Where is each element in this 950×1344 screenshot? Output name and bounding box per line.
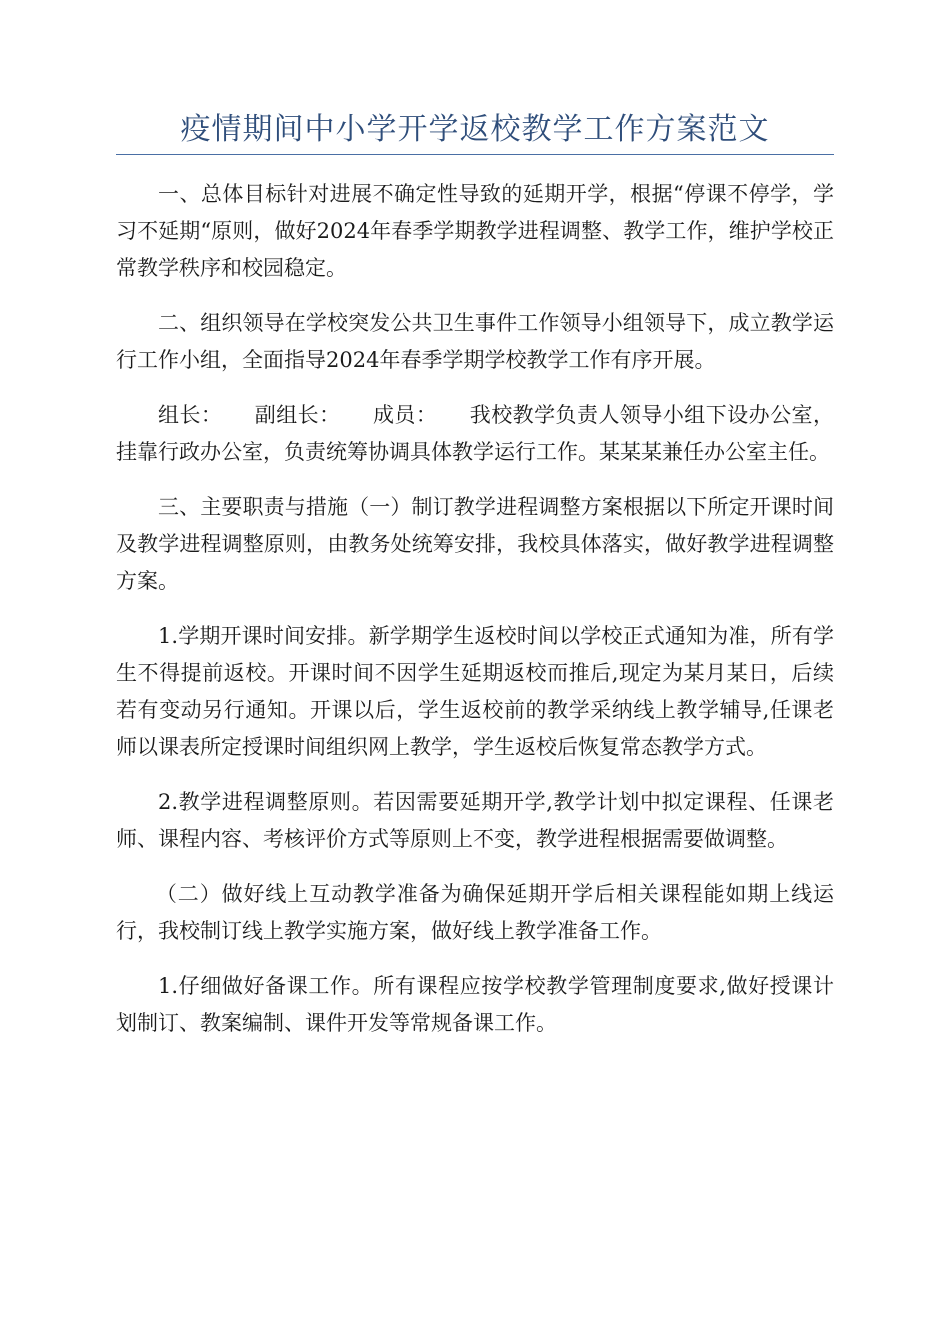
title-underline [116, 154, 834, 155]
paragraph-lesson-prep: 1.仔细做好备课工作。所有课程应按学校教学管理制度要求,做好授课计划制订、教案编制、课件开发等常规备课工作。 [116, 974, 834, 1035]
document-body [116, 176, 834, 1060]
paragraph-organization: 二、组织领导在学校突发公共卫生事件工作领导小组领导下，成立教学运行工作小组，全面指导2024年春季学期学校教学工作有序开展。 [116, 311, 834, 372]
paragraph-online-preparation: （二）做好线上互动教学准备为确保延期开学后相关课程能如期上线运行，我校制订线上教学实施方案，做好线上教学准备工作。 [116, 882, 834, 943]
paragraph-schedule: 1.学期开课时间安排。新学期学生返校时间以学校正式通知为准，所有学生不得提前返校。开课时间不因学生延期返校而推后,现定为某月某日，后续若有变动另行通知。开课以后，学生返校前的教学采纳线上教学辅导,任课老师以课表所定授课时间组织网上教学，学生返校后恢复常态教学方式。 [116, 624, 834, 759]
document-title: 疫情期间中小学开学返校教学工作方案范文 [180, 112, 770, 147]
paragraph-adjustment-principle: 2.教学进程调整原则。若因需要延期开学,教学计划中拟定课程、任课老师、课程内容、考核评价方式等原则上不变，教学进程根据需要做调整。 [116, 790, 834, 851]
paragraph-team-members: 组长： 副组长： 成员： 我校教学负责人领导小组下设办公室，挂靠行政办公室，负责统筹协调具体教学运行工作。某某某兼任办公室主任。 [116, 403, 834, 464]
paragraph-main-duties: 三、主要职责与措施（一）制订教学进程调整方案根据以下所定开课时间及教学进程调整原则，由教务处统筹安排，我校具体落实，做好教学进程调整方案。 [116, 495, 834, 593]
paragraph-overall-goal: 一、总体目标针对进展不确定性导致的延期开学，根据“停课不停学，学习不延期“原则，做好2024年春季学期教学进程调整、教学工作，维护学校正常教学秩序和校园稳定。 [116, 182, 834, 280]
